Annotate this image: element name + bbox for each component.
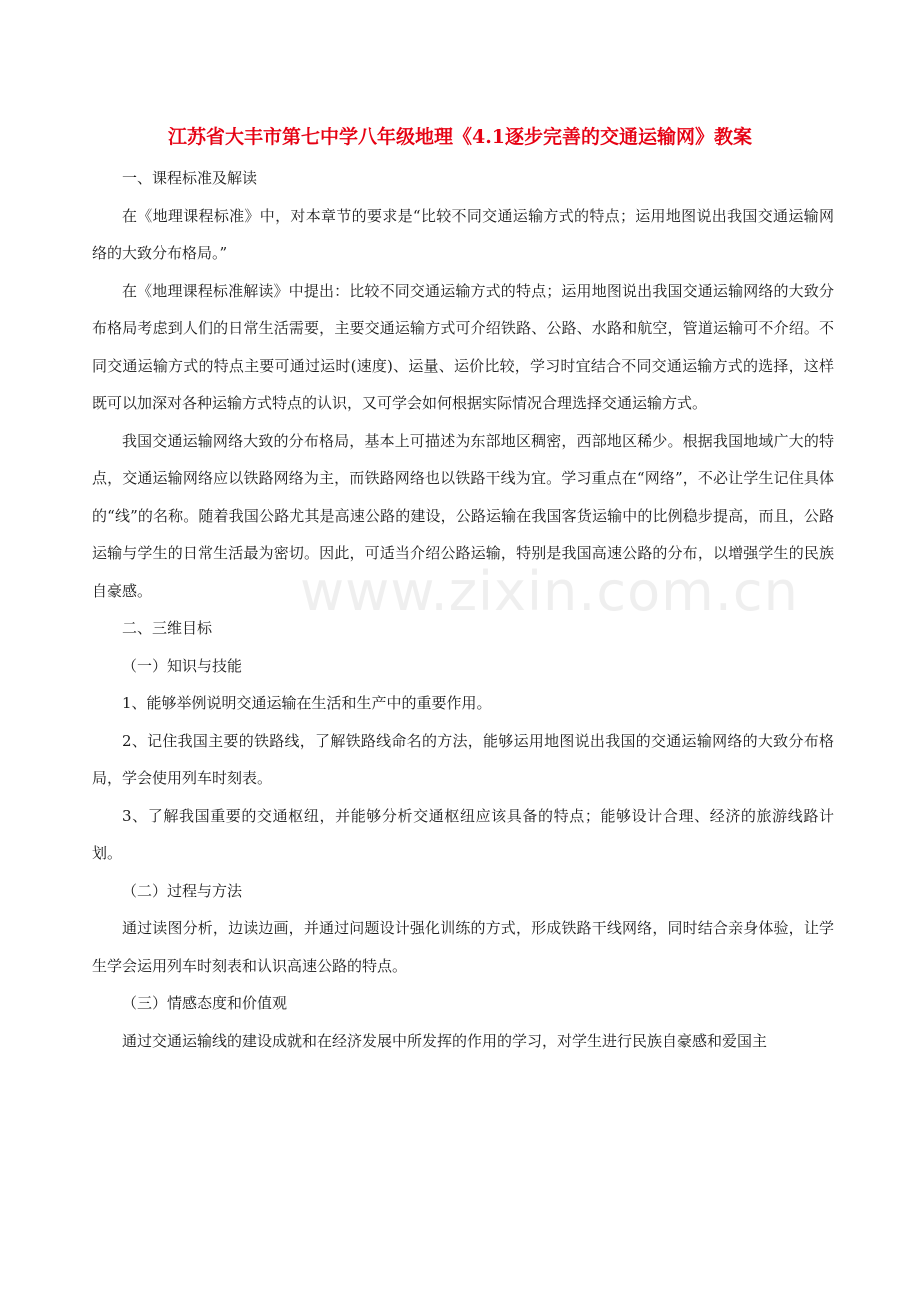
watermark: www.zixin.com.cn: [300, 560, 799, 623]
paragraph-standard: 在《地理课程标准》中，对本章节的要求是“比较不同交通运输方式的特点；运用地图说出我国交通运输网络的大致分布格局。”: [92, 206, 834, 262]
objective-item-3: 3、了解我国重要的交通枢纽，并能够分析交通枢纽应该具备的特点；能够设计合理、经济的旅游线路计划。: [92, 806, 834, 862]
document-body: [92, 160, 834, 1060]
objective-item-2: 2、记住我国主要的铁路线，了解铁路线命名的方法，能够运用地图说出我国的交通运输网络的大致分布格局，学会使用列车时刻表。: [92, 731, 834, 787]
paragraph-process: 通过读图分析，边读边画，并通过问题设计强化训练的方式，形成铁路干线网络，同时结合亲身体验，让学生学会运用列车时刻表和认识高速公路的特点。: [92, 919, 834, 975]
objective-item-1: 1、能够举例说明交通运输在生活和生产中的重要作用。: [122, 694, 492, 712]
subheading-knowledge: （一）知识与技能: [122, 656, 243, 675]
section-heading-1: 一、课程标准及解读: [122, 169, 258, 187]
section-heading-2: 二、三维目标: [122, 619, 213, 637]
subheading-attitude: （三）情感态度和价值观: [122, 994, 288, 1012]
document-title: 江苏省大丰市第七中学八年级地理《4.1逐步完善的交通运输网》教案: [167, 126, 753, 148]
subheading-process: （二）过程与方法: [122, 881, 243, 900]
paragraph-interpretation: 在《地理课程标准解读》中提出：比较不同交通运输方式的特点；运用地图说出我国交通运输网络的大致分布格局考虑到人们的日常生活需要，主要交通运输方式可介绍铁路、公路、水路和航空，管道运输可不介绍。不同交通运输方式的特点主要可通过运时(速度)、运量、运价比较，学习时宜结合不同交通运输方式的选择，这样既可以加深对各种运输方式特点的认识，又可学会如何根据实际情况合理选择交通运输方式。: [92, 281, 834, 412]
paragraph-attitude: 通过交通运输线的建设成就和在经济发展中所发挥的作用的学习，对学生进行民族自豪感和爱国主: [122, 1031, 768, 1050]
paragraph-network-layout: 我国交通运输网络大致的分布格局，基本上可描述为东部地区稠密，西部地区稀少。根据我国地域广大的特点，交通运输网络应以铁路网络为主，而铁路网络也以铁路干线为宜。学习重点在“网络”，不必让学生记住具体的“线”的名称。随着我国公路尤其是高速公路的建设，公路运输在我国客货运输中的比例稳步提高，而且，公路运输与学生的日常生活最为密切。因此，可适当介绍公路运输，特别是我国高速公路的分布，以增强学生的民族自豪感。: [92, 431, 834, 600]
